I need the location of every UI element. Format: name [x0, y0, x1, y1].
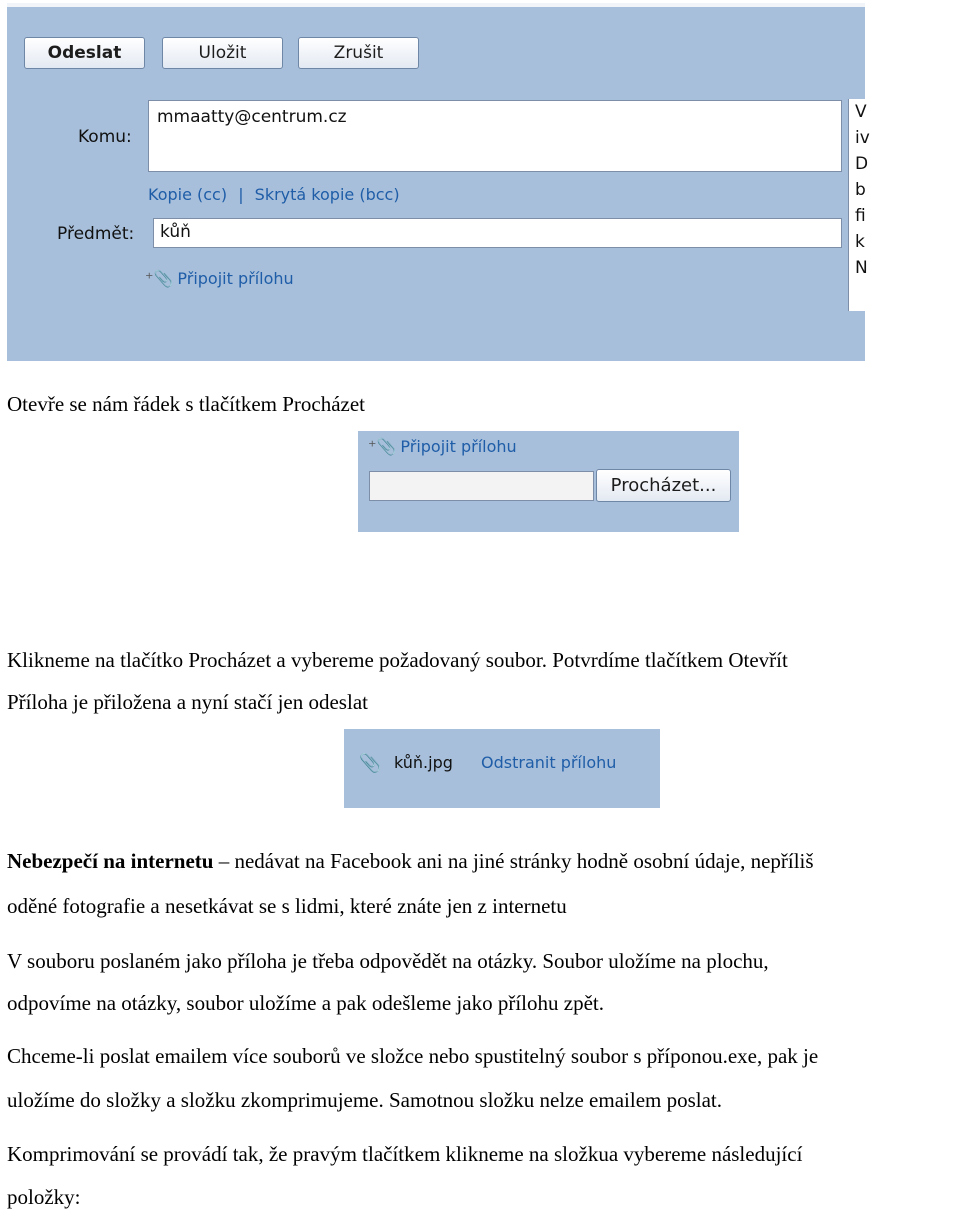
- side-panel: [848, 99, 869, 311]
- link-separator: |: [238, 185, 244, 204]
- browse-screenshot: [358, 431, 739, 532]
- attached-file-name: kůň.jpg: [394, 753, 453, 772]
- paragraph-internet-danger: [7, 847, 814, 875]
- paragraph-compress-howto: Komprimování se provádí tak, že pravým tlačítkem klikneme na složkua vybereme následující: [7, 1142, 803, 1166]
- send-button[interactable]: Odeslat: [24, 37, 145, 69]
- paperclip-icon: ⁺📎: [368, 437, 397, 456]
- paragraph-compress-howto-line2: položky:: [7, 1185, 81, 1209]
- compose-screenshot: [7, 3, 870, 361]
- side-panel-item[interactable]: D: [855, 154, 869, 174]
- subject-field[interactable]: [153, 218, 842, 248]
- internet-danger-text: – nedávat na Facebook ani na jiné stránky hodně osobní údaje, nepříliš: [213, 849, 814, 873]
- paragraph-attachment-answer-line2: odpovíme na otázky, soubor uložíme a pak odešleme jako přílohu zpět.: [7, 991, 604, 1015]
- save-button[interactable]: Uložit: [162, 37, 283, 69]
- paragraph-attachment-answer: V souboru poslaném jako příloha je třeba odpovědět na otázky. Soubor uložíme na plochu,: [7, 949, 769, 973]
- paragraph-click-browse: Klikneme na tlačítko Procházet a vybereme požadovaný soubor. Potvrdíme tlačítkem Otevřít: [7, 648, 788, 672]
- cc-link[interactable]: Kopie (cc): [148, 185, 228, 204]
- to-field[interactable]: [148, 100, 842, 172]
- paragraph-browse-row: Otevře se nám řádek s tlačítkem Procházet: [7, 392, 366, 416]
- cc-bcc-links: [148, 185, 400, 204]
- attach-file-label: Připojit přílohu: [177, 269, 294, 288]
- to-field-value: mmaatty@centrum.cz: [157, 107, 347, 127]
- paragraph-attached: Příloha je přiložena a nyní stačí jen odeslat: [7, 690, 368, 714]
- paragraph-compress-folder: Chceme-li poslat emailem více souborů ve složce nebo spustitelný soubor s příponou.exe, pak je: [7, 1044, 819, 1068]
- side-panel-item[interactable]: fi: [855, 206, 866, 226]
- side-panel-item[interactable]: b: [855, 180, 866, 200]
- file-path-input[interactable]: [369, 471, 594, 501]
- paragraph-compress-folder-line2: uložíme do složky a složku zkomprimujeme. Samotnou složku nelze emailem poslat.: [7, 1088, 723, 1112]
- side-panel-item[interactable]: V: [855, 102, 867, 122]
- attach-file-link[interactable]: [145, 269, 294, 288]
- subject-label: Předmět:: [57, 224, 135, 244]
- side-panel-item[interactable]: N: [855, 258, 868, 278]
- attach-file-label: Připojit přílohu: [400, 437, 517, 456]
- paragraph-internet-danger-line2: oděné fotografie a nesetkávat se s lidmi, které znáte jen z internetu: [7, 894, 567, 918]
- remove-attachment-link[interactable]: Odstranit přílohu: [481, 753, 617, 772]
- cancel-button[interactable]: Zrušit: [298, 37, 419, 69]
- subject-field-value: kůň: [160, 222, 191, 242]
- bcc-link[interactable]: Skrytá kopie (bcc): [254, 185, 400, 204]
- browse-button[interactable]: Procházet...: [596, 469, 731, 502]
- side-panel-item[interactable]: iv: [855, 128, 870, 148]
- attached-file-screenshot: [344, 729, 660, 808]
- paperclip-icon: ⁺📎: [145, 269, 174, 288]
- internet-danger-heading: Nebezpečí na internetu: [7, 849, 214, 873]
- paperclip-icon: 📎: [359, 753, 382, 773]
- to-label: Komu:: [78, 127, 132, 147]
- attach-file-link[interactable]: [368, 437, 517, 456]
- side-panel-item[interactable]: k: [855, 232, 865, 252]
